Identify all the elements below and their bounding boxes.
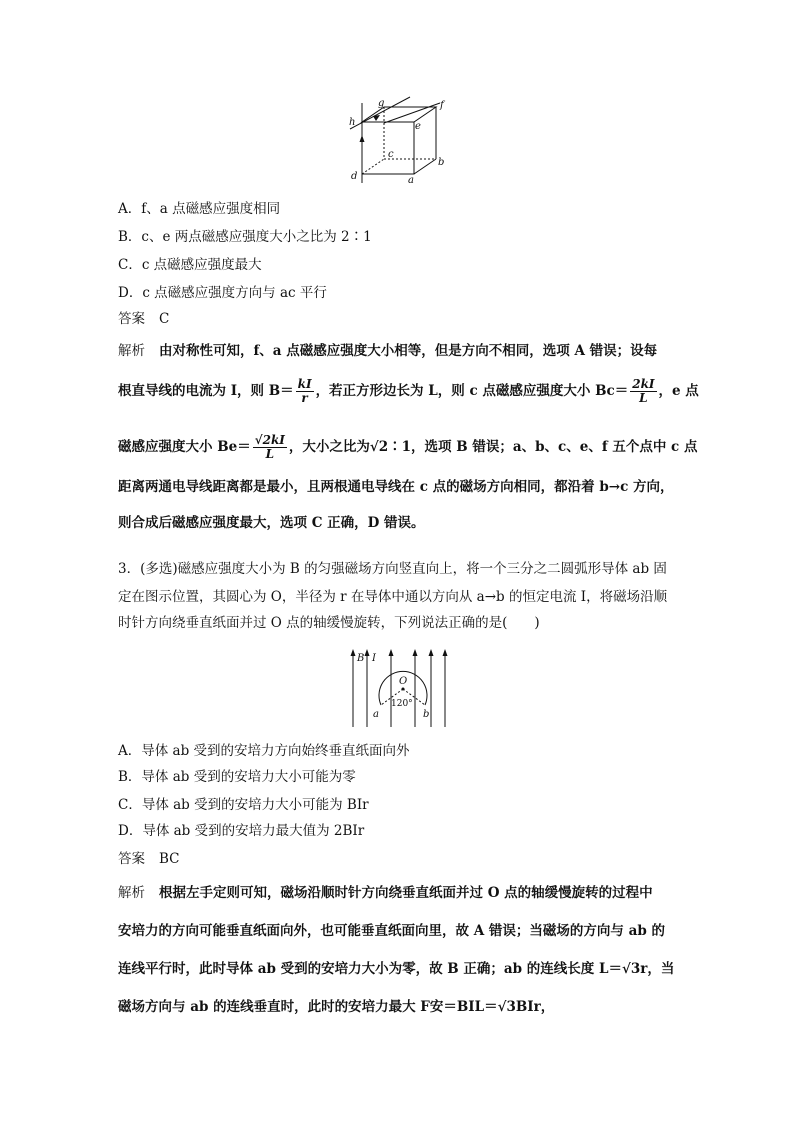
q2-analysis-line-2: 根直导线的电流为 I，则 B＝ $\frac{kI}{r}$ ，若正方形边长为 L，则 c 点磁感应强度大小 Bc＝ $\frac{2kI}{L}$ ，e 点 <box>118 377 699 405</box>
analysis-label: 解析 <box>118 885 145 901</box>
arc-field-figure <box>345 645 455 730</box>
answer-label: 答案 <box>118 311 145 327</box>
q3-answer <box>118 850 180 868</box>
label-angle: 120° <box>391 699 413 709</box>
label-O: O <box>399 676 408 687</box>
q2-analysis-line-1: 解析 由对称性可知，f、a 点磁感应强度大小相等，但是方向不相同，选项 A 错误；设每 <box>118 343 658 359</box>
label-b: b <box>438 157 445 168</box>
label-c: c <box>388 149 394 160</box>
q3-analysis-line-4: 磁场方向与 ab 的连线垂直时，此时的安培力最大 F安＝BIL＝√3BIr， <box>118 999 555 1015</box>
label-e: e <box>415 121 421 132</box>
q2-analysis-line-4: 距离两通电导线距离都是最小，且两根通电导线在 c 点的磁场方向相同，都沿着 b→c 方向， <box>118 479 674 495</box>
label-b: b <box>423 709 430 720</box>
q3-option-c: C．导体 ab 受到的安培力大小可能为 BIr <box>118 797 369 813</box>
answer-value: BC <box>159 851 180 867</box>
q2-option-b: B．c、e 两点磁感应强度大小之比为 2∶1 <box>118 229 372 245</box>
q2-analysis-line-3: 磁感应强度大小 Be＝ $\frac{√2kI}{L}$ ，大小之比为√2∶1，选项 B 错误；a、b、c、e、f 五个点中 c 点 <box>118 433 698 461</box>
q3-stem-line-2: 定在图示位置，其圆心为 O，半径为 r 在导体中通以方向从 a→b 的恒定电流 I，将磁场沿顺 <box>118 589 668 605</box>
label-h: h <box>349 117 356 128</box>
q3-stem-line-3: 时针方向绕垂直纸面并过 O 点的轴缓慢旋转，下列说法正确的是( ) <box>118 615 540 631</box>
q3-analysis-line-3: 连线平行时，此时导体 ab 受到的安培力大小为零，故 B 正确；ab 的连线长度 L＝√3r，当 <box>118 961 675 977</box>
q2-option-a: A．f、a 点磁感应强度相同 <box>118 201 281 217</box>
fraction-2kI-L: $\frac{2kI}{L}$ <box>632 377 655 405</box>
fraction-root2kI-L: $\frac{√2kI}{L}$ <box>254 433 285 461</box>
analysis-label: 解析 <box>118 343 145 359</box>
q3-option-b: B．导体 ab 受到的安培力大小可能为零 <box>118 769 356 785</box>
fraction-kI-r: $\frac{kI}{r}$ <box>297 377 312 405</box>
label-d: d <box>351 171 358 182</box>
q2-option-d: D．c 点磁感应强度方向与 ac 平行 <box>118 285 327 301</box>
label-g: g <box>378 98 385 109</box>
q2-option-c: C．c 点磁感应强度最大 <box>118 257 262 273</box>
q3-stem-line-1: 3．(多选)磁感应强度大小为 B 的匀强磁场方向竖直向上，将一个三分之二圆弧形导体 ab 固 <box>118 561 667 577</box>
q3-option-a: A．导体 ab 受到的安培力方向始终垂直纸面向外 <box>118 743 410 759</box>
label-a: a <box>408 175 414 186</box>
q2-analysis-line-5: 则合成后磁感应强度最大，选项 C 正确，D 错误。 <box>118 515 425 531</box>
answer-label: 答案 <box>118 851 145 867</box>
label-B: B <box>357 653 365 664</box>
q3-analysis-line-1: 解析 根据左手定则可知，磁场沿顺时针方向绕垂直纸面并过 O 点的轴缓慢旋转的过程中 <box>118 885 653 901</box>
q2-answer <box>118 310 169 328</box>
q3-option-d: D．导体 ab 受到的安培力最大值为 2BIr <box>118 823 365 839</box>
label-a: a <box>373 709 379 720</box>
cube-wire-figure <box>340 95 460 190</box>
answer-value: C <box>159 311 170 327</box>
label-f: f <box>440 100 444 111</box>
q3-analysis-line-2: 安培力的方向可能垂直纸面向外，也可能垂直纸面向里，故 A 错误；当磁场的方向与 ab 的 <box>118 923 665 939</box>
label-I: I <box>372 653 376 664</box>
